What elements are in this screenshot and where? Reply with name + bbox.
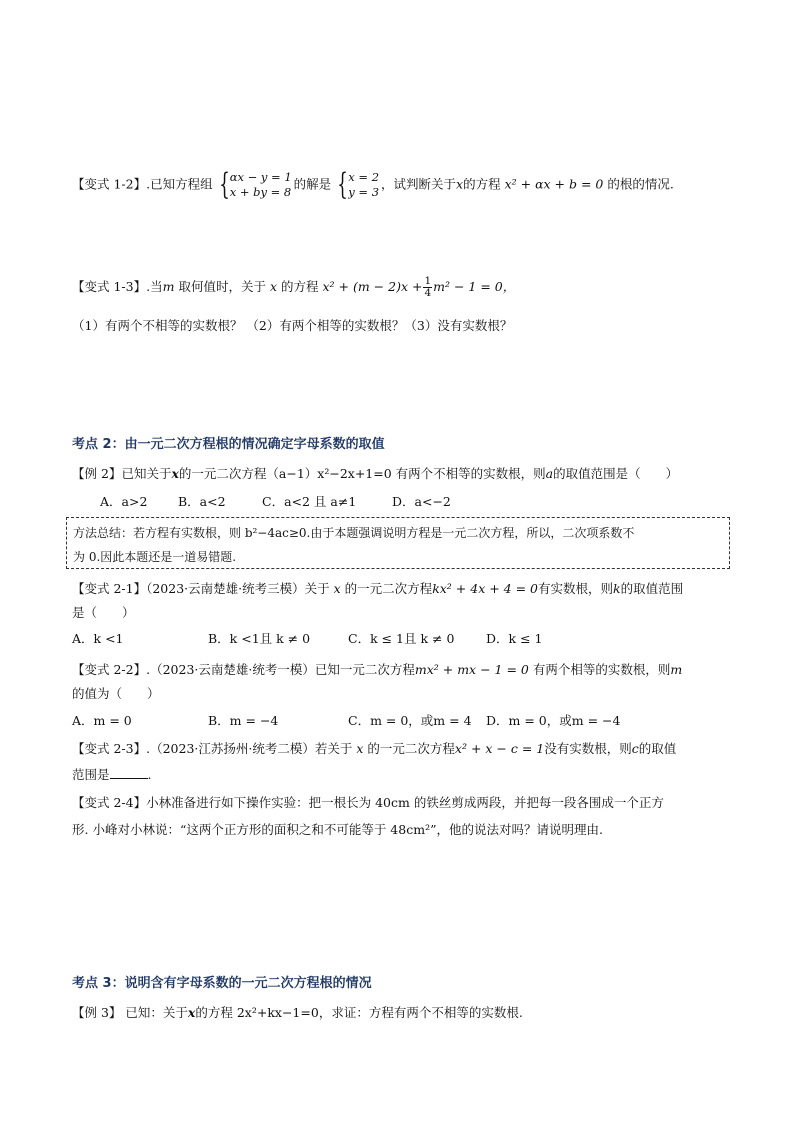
section-heading-2: 考点 2：由一元二次方程根的情况确定字母系数的取值 xyxy=(72,437,385,452)
variant-2-4: 【变式 2-4】小林准备进行如下操作实验：把一根长为 40cm 的铁丝剪成两段，并把每一段各围成一个正方 xyxy=(72,795,664,810)
option-b: B．k <1且 k ≠ 0 xyxy=(208,631,311,646)
solution-system: { x = 2 y = 3 xyxy=(337,167,380,202)
option-d: D．m = 0，或m = −4 xyxy=(486,713,621,728)
variant-2-2: 【变式 2-2】.（2023·云南楚雄·统考一模）已知一元二次方程mx² + mx − 1 = 0 有两个相等的实数根，则m xyxy=(72,662,683,677)
method-summary-box: 方法总结：若方程有实数根，则 b²−4ac≥0.由于本题强调说明方程是一元二次方程，所以，二次项系数不 为 0.因此本题还是一道易错题. xyxy=(66,517,730,569)
variant-label: 【变式 1-2】 xyxy=(72,176,147,192)
option-a: A．m = 0 xyxy=(72,713,132,728)
variant-2-1: 【变式 2-1】（2023·云南楚雄·统考三模）关于 x 的一元二次方程kx² + 4x + 4 = 0有实数根，则k的取值范围 xyxy=(72,581,684,596)
variant-2-3: 【变式 2-3】.（2023·江苏扬州·统考二模）若关于 x 的一元二次方程x² + x − c = 1没有实数根，则c的取值 xyxy=(72,741,677,756)
variant-2-3-line2: 范围是 . xyxy=(72,767,152,782)
variant-2-1-line2: 是（ ） xyxy=(72,605,135,620)
answer-blank[interactable] xyxy=(110,766,148,779)
fraction: $\frac{1}{4}$ xyxy=(424,275,432,299)
variant-1-3-subquestions: （1）有两个不相等的实数根？ （2）有两个相等的实数根？（3）没有实数根？ xyxy=(72,318,513,333)
variant-2-2-line2: 的值为（ ） xyxy=(72,686,160,701)
option-b: B．m = −4 xyxy=(208,713,279,728)
section-heading-3: 考点 3：说明含有字母系数的一元二次方程根的情况 xyxy=(72,976,372,991)
example-3: 【例 3】 已知：关于x的方程 2x²+kx−1=0，求证：方程有两个不相等的实数根. xyxy=(72,1005,523,1020)
option-a: A．k <1 xyxy=(72,631,124,646)
option-c: C．m = 0，或m = 4 xyxy=(348,713,472,728)
variant-1-3: 【变式 1-3】.当m 取何值时，关于 x 的方程 x² + (m − 2)x + $\frac{1}{4}$ m² − 1 = 0， xyxy=(72,275,516,299)
option-c: C．k ≤ 1且 k ≠ 0 xyxy=(348,631,455,646)
variant-2-4-line2: 形. 小峰对小林说：“这两个正方形的面积之和不可能等于 48cm²”，他的说法对吗？请说明理由. xyxy=(72,822,603,837)
option-a: A．a>2 xyxy=(100,494,148,509)
equation: x² + αx + b = 0 xyxy=(504,176,604,192)
option-b: B．a<2 xyxy=(178,494,226,509)
equation-system: { αx − y = 1 x + by = 8 xyxy=(218,167,292,202)
variant-label: 【变式 1-3】 xyxy=(72,279,147,294)
option-d: D．k ≤ 1 xyxy=(486,631,543,646)
option-c: C．a<2 且 a≠1 xyxy=(262,494,357,509)
option-d: D．a<−2 xyxy=(392,494,451,509)
example-2: 【例 2】已知关于x的一元二次方程（a−1）x²−2x+1=0 有两个不相等的实数根，则a的取值范围是（ ） xyxy=(72,466,679,481)
variant-1-2: 【变式 1-2】.已知方程组 { αx − y = 1 x + by = 8 的解是 { x = 2 y = 3 ，试判断关于x的方程 x² + αx + b = 0 的根的情况. xyxy=(72,167,674,202)
